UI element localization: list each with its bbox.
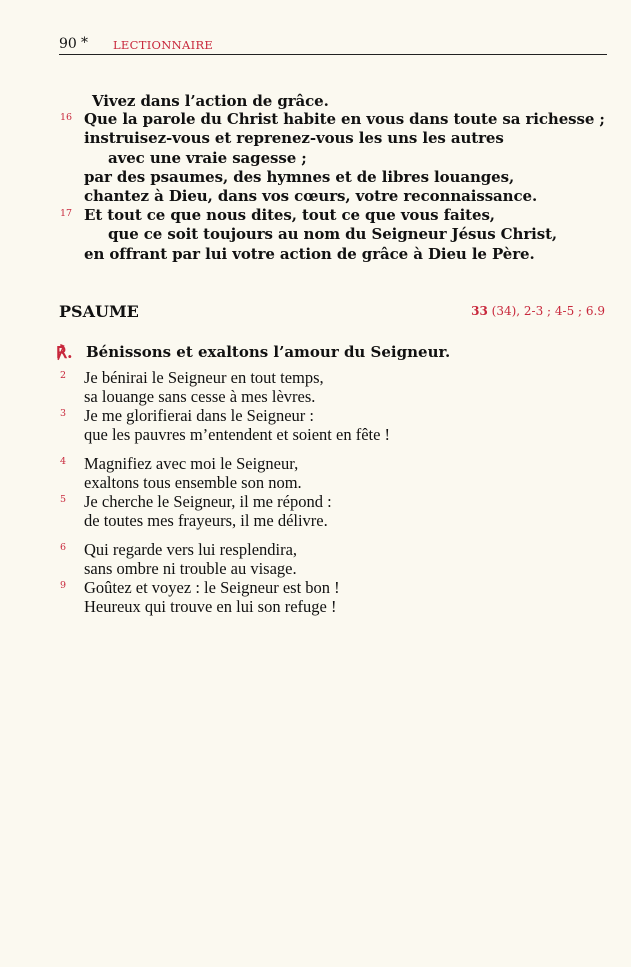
psalm-line: Magnifiez avec moi le Seigneur,	[84, 454, 299, 473]
verse-number: 2	[60, 370, 67, 381]
psalm-line: Je me glorifierai dans le Seigneur :	[84, 406, 315, 425]
response-symbol: ℟.	[56, 343, 73, 362]
verse-number: 9	[60, 580, 67, 591]
psalm-line: exaltons tous ensemble son nom.	[84, 473, 302, 492]
psalm-line: Je cherche le Seigneur, il me répond :	[84, 492, 332, 511]
psalm-line: sans ombre ni trouble au visage.	[84, 559, 297, 578]
page-number: 90	[59, 36, 77, 52]
psalm-line: que les pauvres m’entendent et soient en fête !	[84, 425, 391, 444]
psalm-response: Bénissons et exaltons l’amour du Seigneur.	[86, 343, 451, 361]
reading-line: en offrant par lui votre action de grâce à Dieu le Père.	[84, 245, 535, 263]
psalm-ref-number: 33	[471, 304, 488, 318]
verse-number: 4	[60, 456, 67, 467]
reading-line: Vivez dans l’action de grâce.	[92, 92, 329, 110]
reading-line: avec une vraie sagesse ;	[108, 149, 307, 167]
psalm-title: PSAUME	[59, 302, 139, 321]
psalm-reference	[471, 304, 605, 318]
reading-line: que ce soit toujours au nom du Seigneur Jésus Christ,	[108, 225, 558, 243]
psalm-line: Je bénirai le Seigneur en tout temps,	[84, 368, 324, 387]
psalm-line: Qui regarde vers lui resplendira,	[84, 540, 298, 559]
psalm-line: Goûtez et voyez : le Seigneur est bon !	[84, 578, 340, 597]
reading-line: instruisez-vous et reprenez-vous les uns les autres	[84, 129, 504, 147]
reading-line: par des psaumes, des hymnes et de libres louanges,	[84, 168, 515, 186]
reading-line: Et tout ce que nous dites, tout ce que vous faites,	[84, 206, 495, 224]
reading-line: chantez à Dieu, dans vos cœurs, votre reconnaissance.	[84, 187, 538, 205]
psalm-ref-verses: (34), 2-3 ; 4-5 ; 6.9	[491, 304, 605, 318]
psalm-line: sa louange sans cesse à mes lèvres.	[84, 387, 316, 406]
verse-number: 6	[60, 542, 67, 553]
verse-number: 3	[60, 408, 67, 419]
reading-line: Que la parole du Christ habite en vous dans toute sa richesse ;	[84, 110, 605, 128]
page-header	[59, 32, 607, 55]
running-title: LECTIONNAIRE	[113, 38, 214, 52]
verse-number: 5	[60, 494, 67, 505]
verse-number: 16	[60, 112, 73, 123]
psalm-line: de toutes mes frayeurs, il me délivre.	[84, 511, 328, 530]
verse-number: 17	[60, 208, 73, 219]
star-mark: *	[81, 35, 88, 51]
psalm-line: Heureux qui trouve en lui son refuge !	[84, 597, 337, 616]
